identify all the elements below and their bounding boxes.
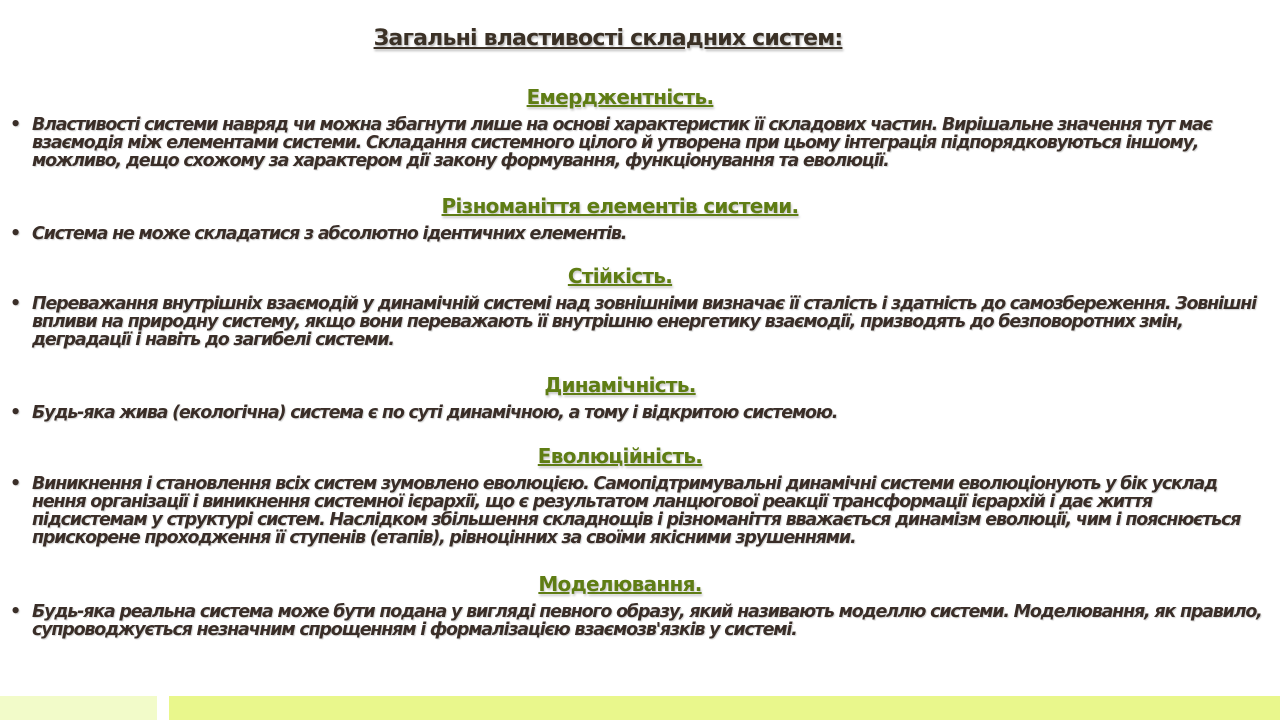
bullet-text: Будь-яка жива (екологічна) система є по суті динамічною, а тому і відкритою системою. [32,403,838,423]
section-stability [0,263,1280,349]
section-evolution [0,443,1280,547]
bullet-item [0,116,1280,170]
slide-title: Загальні властивості складних систем: [373,26,843,51]
bullet-icon: • [10,403,20,423]
bullet-text: Система не може складатися з абсолютно ідентичних елементів. [32,224,627,244]
section-heading: Еволюційність. [537,444,703,468]
bullet-icon: • [10,474,20,494]
footer-bar-left [0,696,157,720]
section-heading: Моделювання. [538,572,702,596]
bullet-item [0,295,1280,349]
bullet-icon: • [10,602,20,622]
bullet-item [0,603,1280,639]
bullet-text: Переважання внутрішніх взаємодій у динамічній системі над зовнішніми визначає її сталість і здатність до самозбереження. Зовнішні впливи на природну систему, якщо вони переважають її внутрішню енергетику взаємодії, призводять до безповоротних змін, деградації і навіть до загибелі системи. [32,294,1256,350]
footer-bar-right [169,696,1280,720]
bullet-text: Властивості системи навряд чи можна збагнути лише на основі характеристик її складових частин. Вирішальне значення тут має взаємодія між елементами системи. Складання системного цілого й утворена при цьому інтеграція підпорядковуються іншому, можливо, дещо схожому за характером дії закону формування, функціонування та еволюції. [32,115,1212,171]
bullet-text: Виникнення і становлення всіх систем зумовлено еволюцією. Самопідтримувальні динамічні системи еволюціонують у бік усклад нення організації і виникнення системної ієрархії, що є результатом ланцюгової реакції трансформації ієрархій і дає життя підсистемам у структурі систем. Наслідком збільшення складнощів і різноманіття вважається динамізм еволюції, чим і пояснюється прискорене проходження її ступенів (етапів), рівноцінних за своїми якісними зрушеннями. [32,474,1241,548]
bullet-icon: • [10,294,20,314]
section-heading: Емерджентність. [526,85,714,109]
section-heading: Стійкість. [567,264,673,288]
bullet-item [0,225,1280,243]
section-emergence [0,84,1280,170]
bullet-text: Будь-яка реальна система може бути подана у вигляді певного образу, який називають моделлю системи. Моделювання, як правило, супроводжується незначним спрощенням і формалізацією взаємозв'язків у системі. [32,602,1262,640]
section-dynamics [0,372,1280,422]
section-heading: Різноманіття елементів системи. [441,194,799,218]
bullet-item [0,404,1280,422]
bullet-icon: • [10,115,20,135]
section-heading: Динамічність. [544,373,696,397]
bullet-item [0,475,1280,547]
bullet-icon: • [10,224,20,244]
section-diversity [0,193,1280,243]
section-modeling [0,571,1280,639]
